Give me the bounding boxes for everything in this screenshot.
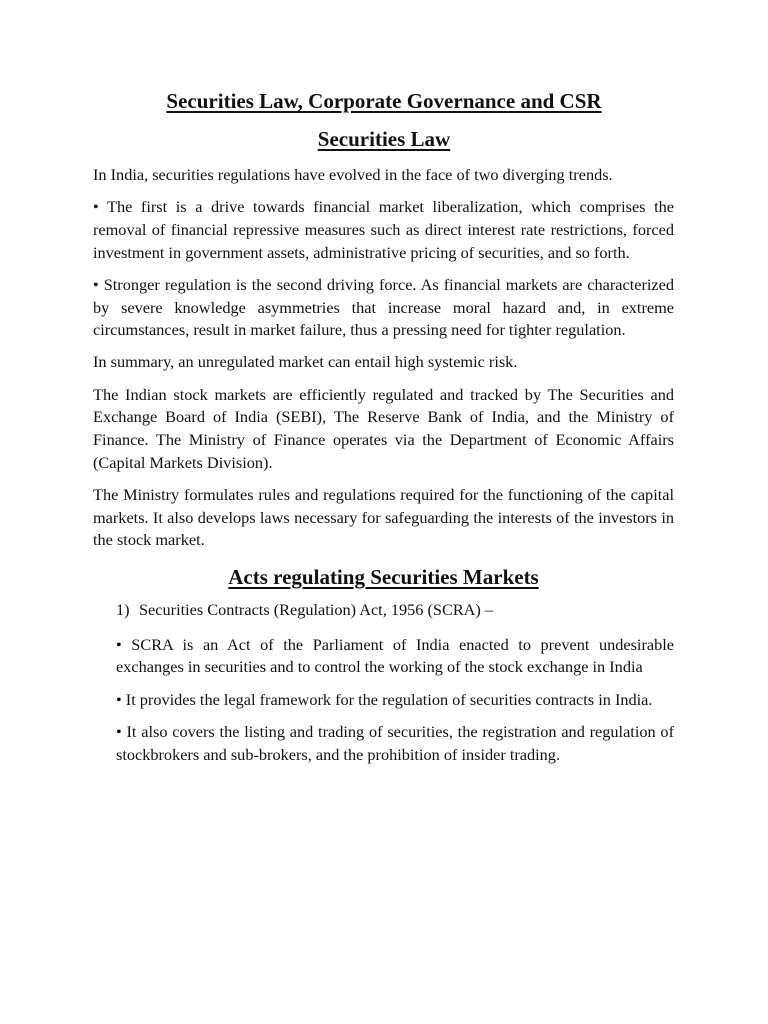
paragraph-summary: In summary, an unregulated market can entail high systemic risk. [93, 352, 518, 372]
section-heading-securities-law: Securities Law [317, 127, 451, 151]
scra-point-framework: • It provides the legal framework for the regulation of securities contracts in India. [116, 689, 653, 709]
paragraph-stronger-regulation: • Stronger regulation is the second driving force. As financial markets are characterized by severe knowledge asymmetries that increase moral hazard and, in extreme circumstances, result in market failure, thus a pressing need for tighter regulation. [93, 274, 674, 340]
list-item-scra [116, 599, 674, 622]
document-title: Securities Law, Corporate Governance and CSR [166, 89, 602, 113]
list-item-number: 1) [116, 600, 130, 620]
paragraph-liberalization: • The first is a drive towards financial market liberalization, which comprises the removal of financial repressive measures such as direct interest rate restrictions, forced investment in government assets, administrative pricing of securities, and so forth. [93, 197, 674, 262]
paragraph-intro: In India, securities regulations have evolved in the face of two diverging trends. [93, 165, 613, 184]
list-item-title: Securities Contracts (Regulation) Act, 1956 (SCRA) – [139, 600, 494, 620]
section-heading-acts: Acts regulating Securities Markets [228, 565, 539, 590]
scra-point-purpose: • SCRA is an Act of the Parliament of India enacted to prevent undesirable exchanges in securities and to control the working of the stock exchange in India [116, 634, 674, 677]
acts-list [116, 599, 674, 766]
document-body [93, 164, 674, 776]
paragraph-regulators: The Indian stock markets are efficiently regulated and tracked by The Securities and Exchange Board of India (SEBI), The Reserve Bank of India, and the Ministry of Finance. The Ministry of Finance operates via the Department of Economic Affairs (Capital Markets Division). [93, 384, 674, 472]
paragraph-ministry: The Ministry formulates rules and regulations required for the functioning of the capital markets. It also develops laws necessary for safeguarding the interests of the investors in the stock market. [93, 484, 674, 550]
scra-point-coverage: • It also covers the listing and trading of securities, the registration and regulation of stockbrokers and sub-brokers, and the prohibition of insider trading. [116, 721, 674, 764]
